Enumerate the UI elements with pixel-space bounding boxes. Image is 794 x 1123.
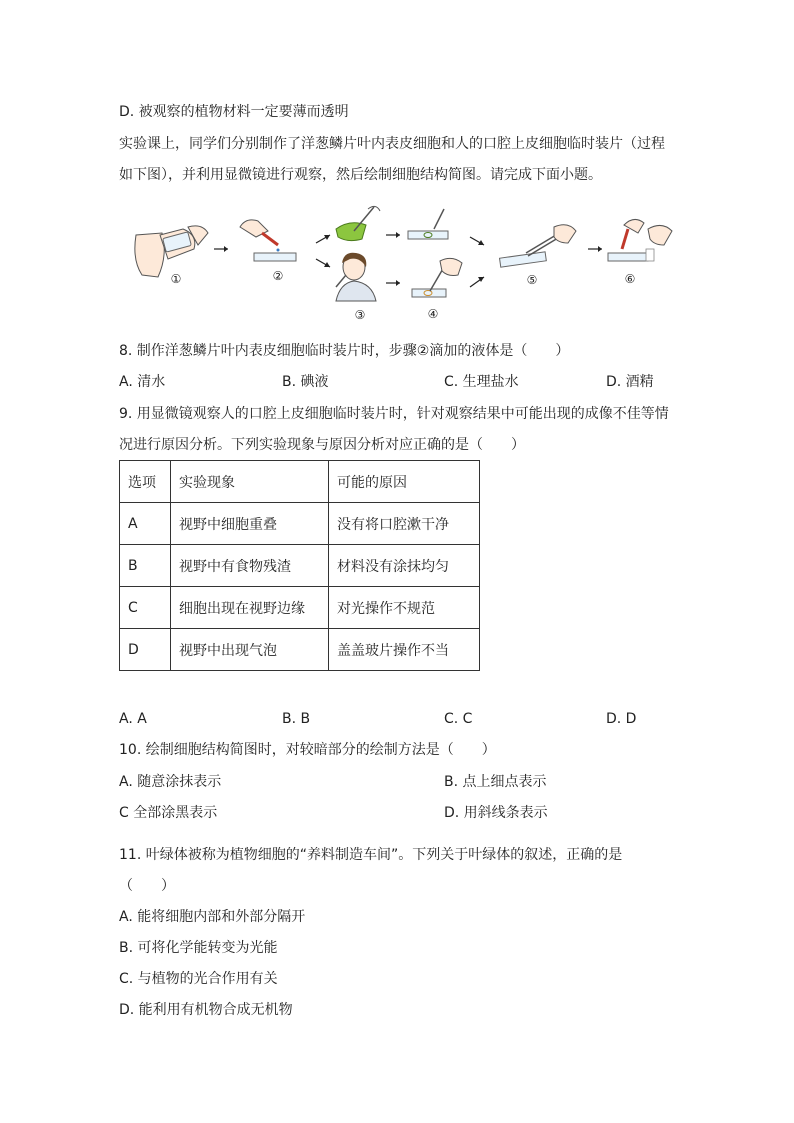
table-cell: D	[120, 629, 171, 671]
table-row	[120, 545, 480, 587]
arrow-head	[224, 246, 228, 252]
arrow-head	[396, 232, 400, 238]
q8-option-d: D. 酒精	[606, 374, 654, 390]
table-cell: 视野中出现气泡	[171, 629, 329, 671]
q10-option-d: D. 用斜线条表示	[444, 805, 548, 821]
arrow-head	[598, 246, 602, 252]
table-cell: C	[120, 587, 171, 629]
q8-option-b: B. 碘液	[282, 374, 329, 390]
q8-option-a: A. 清水	[119, 374, 166, 390]
step-3-onion-epidermis-illustration	[336, 206, 380, 240]
q11-stem-line-1: 11. 叶绿体被称为植物细胞的“养料制造车间”。下列关于叶绿体的叙述，正确的是	[119, 847, 623, 863]
table-row	[120, 629, 480, 671]
q9-table	[119, 460, 480, 671]
arrow-head	[396, 280, 400, 286]
step-label-1: ①	[170, 272, 182, 286]
q10-option-c: C 全部涂黑表示	[119, 805, 218, 821]
step-2-dropper-illustration	[240, 220, 296, 261]
table-header-cell: 可能的原因	[329, 461, 480, 503]
step-label-3: ③	[354, 308, 366, 322]
step-label-4: ④	[427, 307, 439, 321]
table-header-cell: 选项	[120, 461, 171, 503]
table-cell: A	[120, 503, 171, 545]
q8-stem: 8. 制作洋葱鳞片叶内表皮细胞临时装片时，步骤②滴加的液体是（ ）	[119, 343, 570, 359]
q9-stem-line-2: 况进行原因分析。下列实验现象与原因分析对应正确的是（ ）	[119, 437, 525, 453]
q10-option-b: B. 点上细点表示	[444, 774, 547, 790]
q10-stem: 10. 绘制细胞结构简图时，对较暗部分的绘制方法是（ ）	[119, 742, 496, 758]
step-1-wiping-slide-illustration	[135, 226, 208, 277]
table-header-cell: 实验现象	[171, 461, 329, 503]
q10-option-a: A. 随意涂抹表示	[119, 774, 222, 790]
q11-option-a: A. 能将细胞内部和外部分隔开	[119, 909, 306, 925]
step-6-staining-illustration	[608, 219, 672, 261]
table-cell: 视野中细胞重叠	[171, 503, 329, 545]
q8-option-c: C. 生理盐水	[444, 374, 519, 390]
table-cell: 没有将口腔漱干净	[329, 503, 480, 545]
table-row	[120, 503, 480, 545]
experiment-stem-line-1: 实验课上，同学们分别制作了洋葱鳞片叶内表皮细胞和人的口腔上皮细胞临时装片（过程	[119, 136, 665, 152]
q9-stem-line-1: 9. 用显微镜观察人的口腔上皮细胞临时装片时，针对观察结果中可能出现的成像不佳等情	[119, 406, 669, 422]
step-label-5: ⑤	[526, 273, 538, 287]
q7-option-d: D. 被观察的植物材料一定要薄而透明	[119, 104, 349, 120]
table-cell: 材料没有涂抹均匀	[329, 545, 480, 587]
step-5-covering-coverslip-illustration	[500, 225, 576, 267]
table-cell: 视野中有食物残渣	[171, 545, 329, 587]
q11-option-c: C. 与植物的光合作用有关	[119, 971, 278, 987]
q11-option-d: D. 能利用有机物合成无机物	[119, 1002, 293, 1018]
step-3-person-scraping-cheek-illustration	[336, 253, 376, 301]
q9-option-c: C. C	[444, 711, 473, 727]
q11-stem-line-2: （ ）	[119, 878, 175, 894]
step-label-2: ②	[272, 269, 284, 283]
q9-option-a: A. A	[119, 711, 147, 727]
q9-option-d: D. D	[606, 711, 637, 727]
step-4-lower-smearing-illustration	[412, 258, 462, 297]
table-cell: 对光操作不规范	[329, 587, 480, 629]
q11-option-b: B. 可将化学能转变为光能	[119, 940, 278, 956]
table-cell: 细胞出现在视野边缘	[171, 587, 329, 629]
table-row	[120, 587, 480, 629]
table-cell: B	[120, 545, 171, 587]
experiment-stem-line-2: 如下图），并利用显微镜进行观察，然后绘制细胞结构简图。请完成下面小题。	[119, 167, 602, 183]
table-cell: 盖盖玻片操作不当	[329, 629, 480, 671]
q9-option-b: B. B	[282, 711, 311, 727]
step-label-6: ⑥	[624, 272, 636, 286]
step-4-upper-slide-illustration	[408, 209, 448, 239]
slide-preparation-figure	[128, 205, 673, 330]
table-header-row	[120, 461, 480, 503]
